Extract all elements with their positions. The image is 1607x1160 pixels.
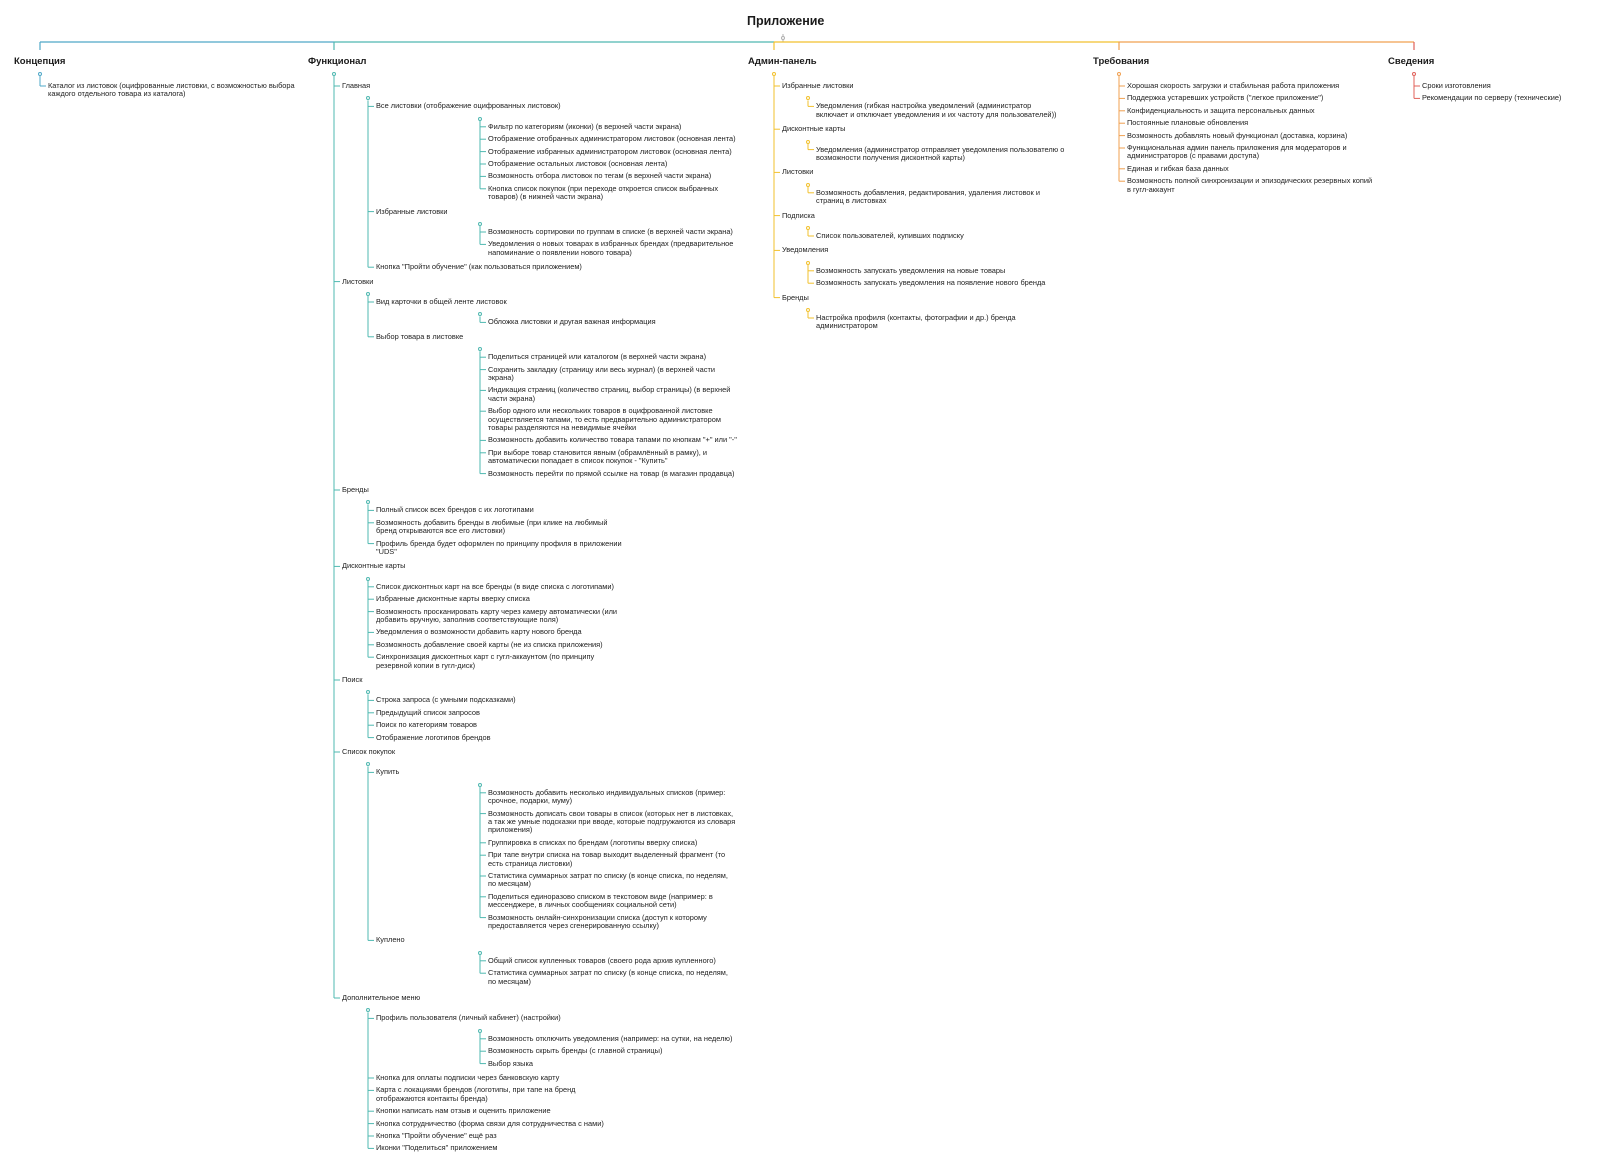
node-item-level-1[interactable]: Кнопка сотрудничество (форма связи для сотрудничества с нами) [376, 1118, 604, 1128]
node-dot [772, 72, 776, 76]
node-item-level-2[interactable]: Отображение избранных администратором листовок (основная лента) [488, 146, 732, 156]
node-item-level-1[interactable]: Карта с локациями брендов (логотипы, при тапе на бренд отображаются контакты бренда) [376, 1085, 576, 1103]
node-item-level-1[interactable]: Уведомления (гибкая настройка уведомлений (администратор включает и отключает уведомления и их частоту для пользователей)) [816, 101, 1057, 119]
node-item-level-1[interactable]: Список дисконтных карт на все бренды (в виде списка с логотипами) [376, 581, 614, 591]
node-item-level-1[interactable]: Возможность добавления, редактирования, удаления листовок и страниц в листовках [816, 187, 1040, 206]
node-item-level-1[interactable]: Возможность добавить бренды в любимые (при клике на любимый бренд открываются все его листовки) [376, 517, 608, 536]
node-item-level-2[interactable]: Возможность онлайн-синхронизации списка (доступ к которому предоставляется через сгенерированную ссылку) [488, 912, 707, 930]
node-item-level-1[interactable]: Возможность просканировать карту через камеру автоматически (или добавить вручную, заполнив соответствующие поля) [376, 606, 618, 624]
node-item-level-2[interactable]: Статистика суммарных затрат по списку (в конце списка, по неделям, по месяцам) [488, 968, 728, 986]
node-item-level-2[interactable]: Выбор одного или нескольких товаров в оцифрованной листовке осуществляется тапами, то есть предварительно администратором товары разделяются на невидимые ячейки [488, 406, 721, 432]
node-item-level-2[interactable]: Сохранить закладку (страницу или весь журнал) (в верхней части экрана) [488, 364, 715, 382]
node-item-level-2[interactable]: Отображение отобранных администратором листовок (основная лента) [488, 134, 736, 144]
node-item-level-1[interactable]: Возможность запускать уведомления на появление нового бренда [816, 278, 1046, 288]
node-item-level-2[interactable]: Отображение остальных листовок (основная лента) [488, 159, 668, 168]
node-item-level-1[interactable]: Кнопка "Пройти обучение" ещё раз [376, 1131, 497, 1140]
node-item-level-1[interactable]: Синхронизация дисконтных карт с гугл-аккаунтом (по принципу резервной копии в гугл-диск) [376, 652, 595, 670]
branch-title[interactable]: Функционал [308, 56, 367, 67]
node-item-level-2[interactable]: Поделиться единоразово списком в текстовом виде (например: в мессенджере, в личных сообщениях социальной сети) [488, 891, 713, 910]
node-item-level-1[interactable]: Возможность добавление своей карты (не из списка приложения) [376, 639, 603, 649]
node-item-level-2[interactable]: Выбор языка [488, 1058, 533, 1068]
node-dot [806, 140, 810, 144]
node-item-level-2[interactable]: При выборе товар становится явным (обрамлённый в рамку), и автоматически попадает в список покупок - "Купить" [488, 447, 708, 466]
node-item-level-1[interactable]: Профиль бренда будет оформлен по принципу профиля в приложении "UDS" [376, 538, 622, 556]
node-item-level-0[interactable]: Бренды [342, 485, 369, 494]
node-item-level-1[interactable]: Купить [376, 767, 400, 777]
node-item-level-1[interactable]: Профиль пользователя (личный кабинет) (настройки) [376, 1013, 561, 1023]
node-item-level-0[interactable]: Постоянные плановые обновления [1127, 118, 1249, 128]
node-item-level-1[interactable]: Возможность запускать уведомления на новые товары [816, 265, 1006, 275]
node-item-level-1[interactable]: Полный список всех брендов с их логотипами [376, 505, 534, 515]
node-dot [806, 183, 810, 187]
node-item-level-2[interactable]: Обложка листовки и другая важная информация [488, 317, 656, 327]
node-item-level-1[interactable]: Уведомления о возможности добавить карту нового бренда [376, 627, 582, 637]
node-item-level-2[interactable]: Поделиться страницей или каталогом (в верхней части экрана) [488, 352, 707, 362]
node-item-level-0[interactable]: Единая и гибкая база данных [1127, 163, 1229, 173]
node-dot [806, 261, 810, 265]
node-item-level-1[interactable]: Список пользователей, купивших подписку [816, 231, 964, 240]
node-item-level-0[interactable]: Поддержка устаревших устройств ("легкое приложение") [1127, 93, 1324, 103]
node-item-level-1[interactable]: Кнопка для оплаты подписки через банковскую карту [376, 1073, 560, 1082]
node-item-level-1[interactable]: Избранные дисконтные карты вверху списка [376, 594, 530, 604]
node-item-level-0[interactable]: Рекомендации по серверу (технические) [1422, 93, 1562, 103]
node-item-level-2[interactable]: Фильтр по категориям (иконки) (в верхней части экрана) [488, 121, 682, 131]
node-item-level-2[interactable]: Статистика суммарных затрат по списку (в конце списка, по неделям, по месяцам) [488, 871, 728, 889]
node-item-level-0[interactable]: Список покупок [342, 747, 396, 756]
node-item-level-0[interactable]: Листовки [342, 276, 374, 286]
node-item-level-0[interactable]: Возможность добавлять новый функционал (доставка, корзина) [1127, 130, 1348, 140]
node-item-level-1[interactable]: Выбор товара в листовке [376, 331, 464, 341]
node-item-level-0[interactable]: Конфиденциальность и защита персональных данных [1127, 105, 1315, 115]
node-item-level-2[interactable]: Возможность скрыть бренды (с главной страницы) [488, 1046, 663, 1056]
node-dot [1412, 72, 1416, 76]
node-item-level-0[interactable]: Листовки [782, 167, 814, 177]
node-item-level-2[interactable]: Уведомления о новых товарах в избранных брендах (предварительное напоминание о появлении нового товара) [488, 239, 734, 257]
node-dot [366, 292, 370, 296]
node-item-level-2[interactable]: Возможность добавить несколько индивидуальных списков (пример: срочное, подарки, муму) [488, 787, 726, 806]
node-dot [478, 951, 482, 955]
node-item-level-1[interactable]: Куплено [376, 935, 405, 945]
node-item-level-0[interactable]: Функциональная админ панель приложения для модераторов и администраторов (с правами доступа) [1127, 143, 1347, 161]
node-item-level-0[interactable]: Главная [342, 81, 371, 90]
node-item-level-1[interactable]: Иконки "Поделиться" приложением [376, 1143, 498, 1153]
node-dot [332, 72, 336, 76]
node-item-level-2[interactable]: Кнопка список покупок (при переходе откроется список выбранных товаров) (в нижней части экрана) [488, 183, 719, 202]
node-dot [478, 222, 482, 226]
node-dot [1117, 72, 1121, 76]
node-item-level-0[interactable]: Бренды [782, 292, 809, 302]
branch-title[interactable]: Админ-панель [748, 56, 817, 67]
node-item-level-1[interactable]: Избранные листовки [376, 206, 448, 216]
node-dot [478, 783, 482, 787]
node-item-level-0[interactable]: Поиск [342, 675, 363, 684]
node-item-level-2[interactable]: Возможность сортировки по группам в списке (в верхней части экрана) [488, 227, 733, 236]
node-dot [806, 226, 810, 230]
node-item-level-1[interactable]: Уведомления (администратор отправляет уведомления пользователю о возможности получения дисконтной карты) [816, 144, 1065, 162]
node-item-level-0[interactable]: Избранные листовки [782, 81, 854, 90]
node-item-level-1[interactable]: Вид карточки в общей ленте листовок [376, 297, 507, 306]
node-item-level-2[interactable]: Возможность отбора листовок по тегам (в верхней части экрана) [488, 171, 712, 181]
node-item-level-1[interactable]: Отображение логотипов брендов [376, 732, 491, 742]
node-item-level-2[interactable]: Возможность дописать свои товары в список (которых нет в листовках, а так же умные подсказки при вводе, которые подгружаются из словаря приложения) [488, 808, 736, 835]
node-item-level-1[interactable]: Кнопки написать нам отзыв и оценить приложение [376, 1106, 551, 1116]
node-item-level-1[interactable]: Предыдущий список запросов [376, 707, 480, 717]
root-node-title[interactable]: Приложение [747, 14, 825, 28]
node-item-level-0[interactable]: Сроки изготовления [1422, 81, 1491, 90]
node-item-level-0[interactable]: Каталог из листовок (оцифрованные листовки, с возможностью выбора каждого отдельного товара из каталога) [48, 81, 295, 99]
node-item-level-0[interactable]: Хорошая скорость загрузки и стабильная работа приложения [1127, 81, 1340, 90]
node-item-level-0[interactable]: Подписка [782, 210, 815, 220]
node-item-level-2[interactable]: Группировка в списках по брендам (логотипы вверху списка) [488, 837, 698, 847]
branch-title[interactable]: Концепция [14, 56, 66, 67]
node-item-level-2[interactable]: При тапе внутри списка на товар выходит выделенный фрагмент (то есть страница листовки) [488, 850, 726, 868]
node-item-level-1[interactable]: Поиск по категориям товаров [376, 720, 477, 730]
node-item-level-0[interactable]: Дисконтные карты [782, 124, 846, 134]
node-item-level-0[interactable]: Уведомления [782, 245, 829, 255]
node-item-level-2[interactable]: Общий список купленных товаров (своего рода архив купленного) [488, 955, 716, 965]
node-item-level-0[interactable]: Дисконтные карты [342, 561, 406, 571]
node-item-level-2[interactable]: Индикация страниц (количество страниц, выбор страницы) (в верхней части экрана) [488, 385, 731, 403]
node-item-level-1[interactable]: Настройка профиля (контакты, фотографии и др.) бренда администратором [816, 313, 1016, 331]
branch-title[interactable]: Сведения [1388, 56, 1435, 67]
node-item-level-0[interactable]: Возможность полной синхронизации и эпизодических резервных копий в гугл-аккаунт [1127, 176, 1373, 194]
node-item-level-2[interactable]: Возможность добавить количество товара тапами по кнопкам "+" или "-" [488, 435, 737, 445]
node-item-level-2[interactable]: Возможность отключить уведомления (например: на сутки, на неделю) [488, 1033, 733, 1043]
node-item-level-2[interactable]: Возможность перейти по прямой ссылке на товар (в магазин продавца) [488, 468, 735, 478]
node-dot [38, 72, 42, 76]
node-dot [806, 308, 810, 312]
node-dot [366, 577, 370, 581]
node-item-level-1[interactable]: Все листовки (отображение оцифрованных листовок) [376, 101, 561, 111]
node-item-level-1[interactable]: Строка запроса (с умными подсказками) [376, 695, 516, 705]
branch-title[interactable]: Требования [1093, 56, 1150, 67]
node-dot [781, 36, 785, 40]
node-item-level-0[interactable]: Дополнительное меню [342, 993, 421, 1002]
node-item-level-1[interactable]: Кнопка "Пройти обучение" (как пользоваться приложением) [376, 262, 582, 272]
node-dot [478, 117, 482, 121]
node-dot [478, 1029, 482, 1033]
